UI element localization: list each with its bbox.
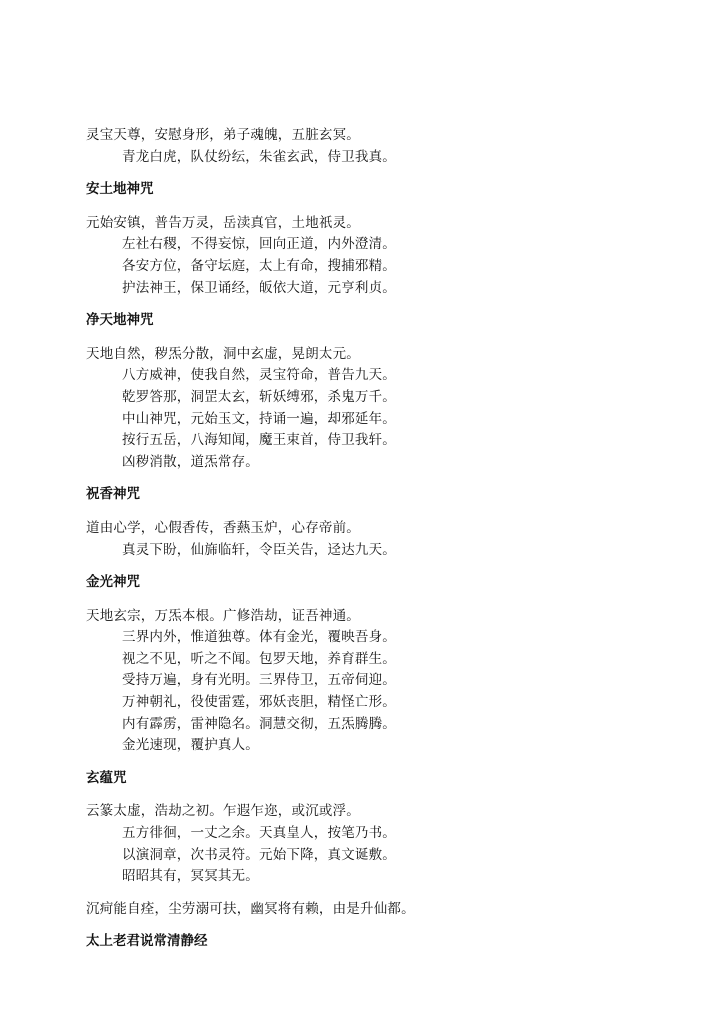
section-heading: 祝香神咒 xyxy=(86,486,140,503)
text-line: 受持万遍，身有光明。三界侍卫，五帝伺迎。 xyxy=(122,672,396,689)
section-heading: 净天地神咒 xyxy=(86,312,154,329)
text-line: 元始安镇，普告万灵，岳渎真官，土地祇灵。 xyxy=(86,214,360,231)
section-heading: 玄蕴咒 xyxy=(86,769,127,786)
text-line: 视之不见，听之不闻。包罗天地，养育群生。 xyxy=(122,650,396,667)
text-line: 天地自然，秽炁分散，洞中玄虚，晃朗太元。 xyxy=(86,345,360,362)
text-line: 万神朝礼，役使雷霆，邪妖丧胆，精怪亡形。 xyxy=(122,694,396,711)
document-page xyxy=(86,125,686,965)
text-line: 中山神咒，元始玉文，持诵一遍，却邪延年。 xyxy=(122,410,396,427)
text-line: 云篆太虚，浩劫之初。乍遐乍迩，或沉或浮。 xyxy=(86,803,360,820)
text-line: 真灵下盼，仙旆临轩，令臣关告，迳达九天。 xyxy=(122,541,396,558)
text-line: 金光速现，覆护真人。 xyxy=(122,737,259,754)
text-line: 八方威神，使我自然，灵宝符命，普告九天。 xyxy=(122,367,396,384)
text-line: 五方徘徊，一丈之余。天真皇人，按笔乃书。 xyxy=(122,825,396,842)
text-line: 凶秽消散，道炁常存。 xyxy=(122,453,259,470)
paragraph-gap xyxy=(86,888,686,899)
text-line: 昭昭其有，冥冥其无。 xyxy=(122,868,259,885)
text-line: 各安方位，备守坛庭，太上有命，搜捕邪精。 xyxy=(122,257,396,274)
text-line: 内有霹雳，雷神隐名。洞慧交彻，五炁腾腾。 xyxy=(122,715,396,732)
text-line: 灵宝天尊，安慰身形，弟子魂魄，五脏玄冥。 xyxy=(86,127,360,143)
closing-line: 沉疴能自痊，尘劳溺可扶，幽冥将有赖，由是升仙都。 xyxy=(86,900,415,917)
text-line: 天地玄宗，万炁本根。广修浩劫，证吾神通。 xyxy=(86,607,360,624)
text-line: 以演洞章，次书灵符。元始下降，真文诞敷。 xyxy=(122,846,396,863)
text-line: 道由心学，心假香传，香爇玉炉，心存帝前。 xyxy=(86,519,360,536)
text-line: 青龙白虎，队仗纷纭，朱雀玄武，侍卫我真。 xyxy=(122,148,396,165)
text-line: 乾罗答那，洞罡太玄，斩妖缚邪，杀鬼万千。 xyxy=(122,388,396,405)
text-line: 护法神王，保卫诵经，皈依大道，元亨利贞。 xyxy=(122,279,396,296)
section-heading: 金光神咒 xyxy=(86,574,140,591)
section-heading: 太上老君说常清静经 xyxy=(86,933,208,950)
text-line: 左社右稷，不得妄惊，回向正道，内外澄清。 xyxy=(122,236,396,253)
section-heading: 安土地神咒 xyxy=(86,181,154,198)
text-line: 按行五岳，八海知闻，魔王束首，侍卫我轩。 xyxy=(122,432,396,449)
text-line: 三界内外，惟道独尊。体有金光，覆映吾身。 xyxy=(122,629,396,646)
